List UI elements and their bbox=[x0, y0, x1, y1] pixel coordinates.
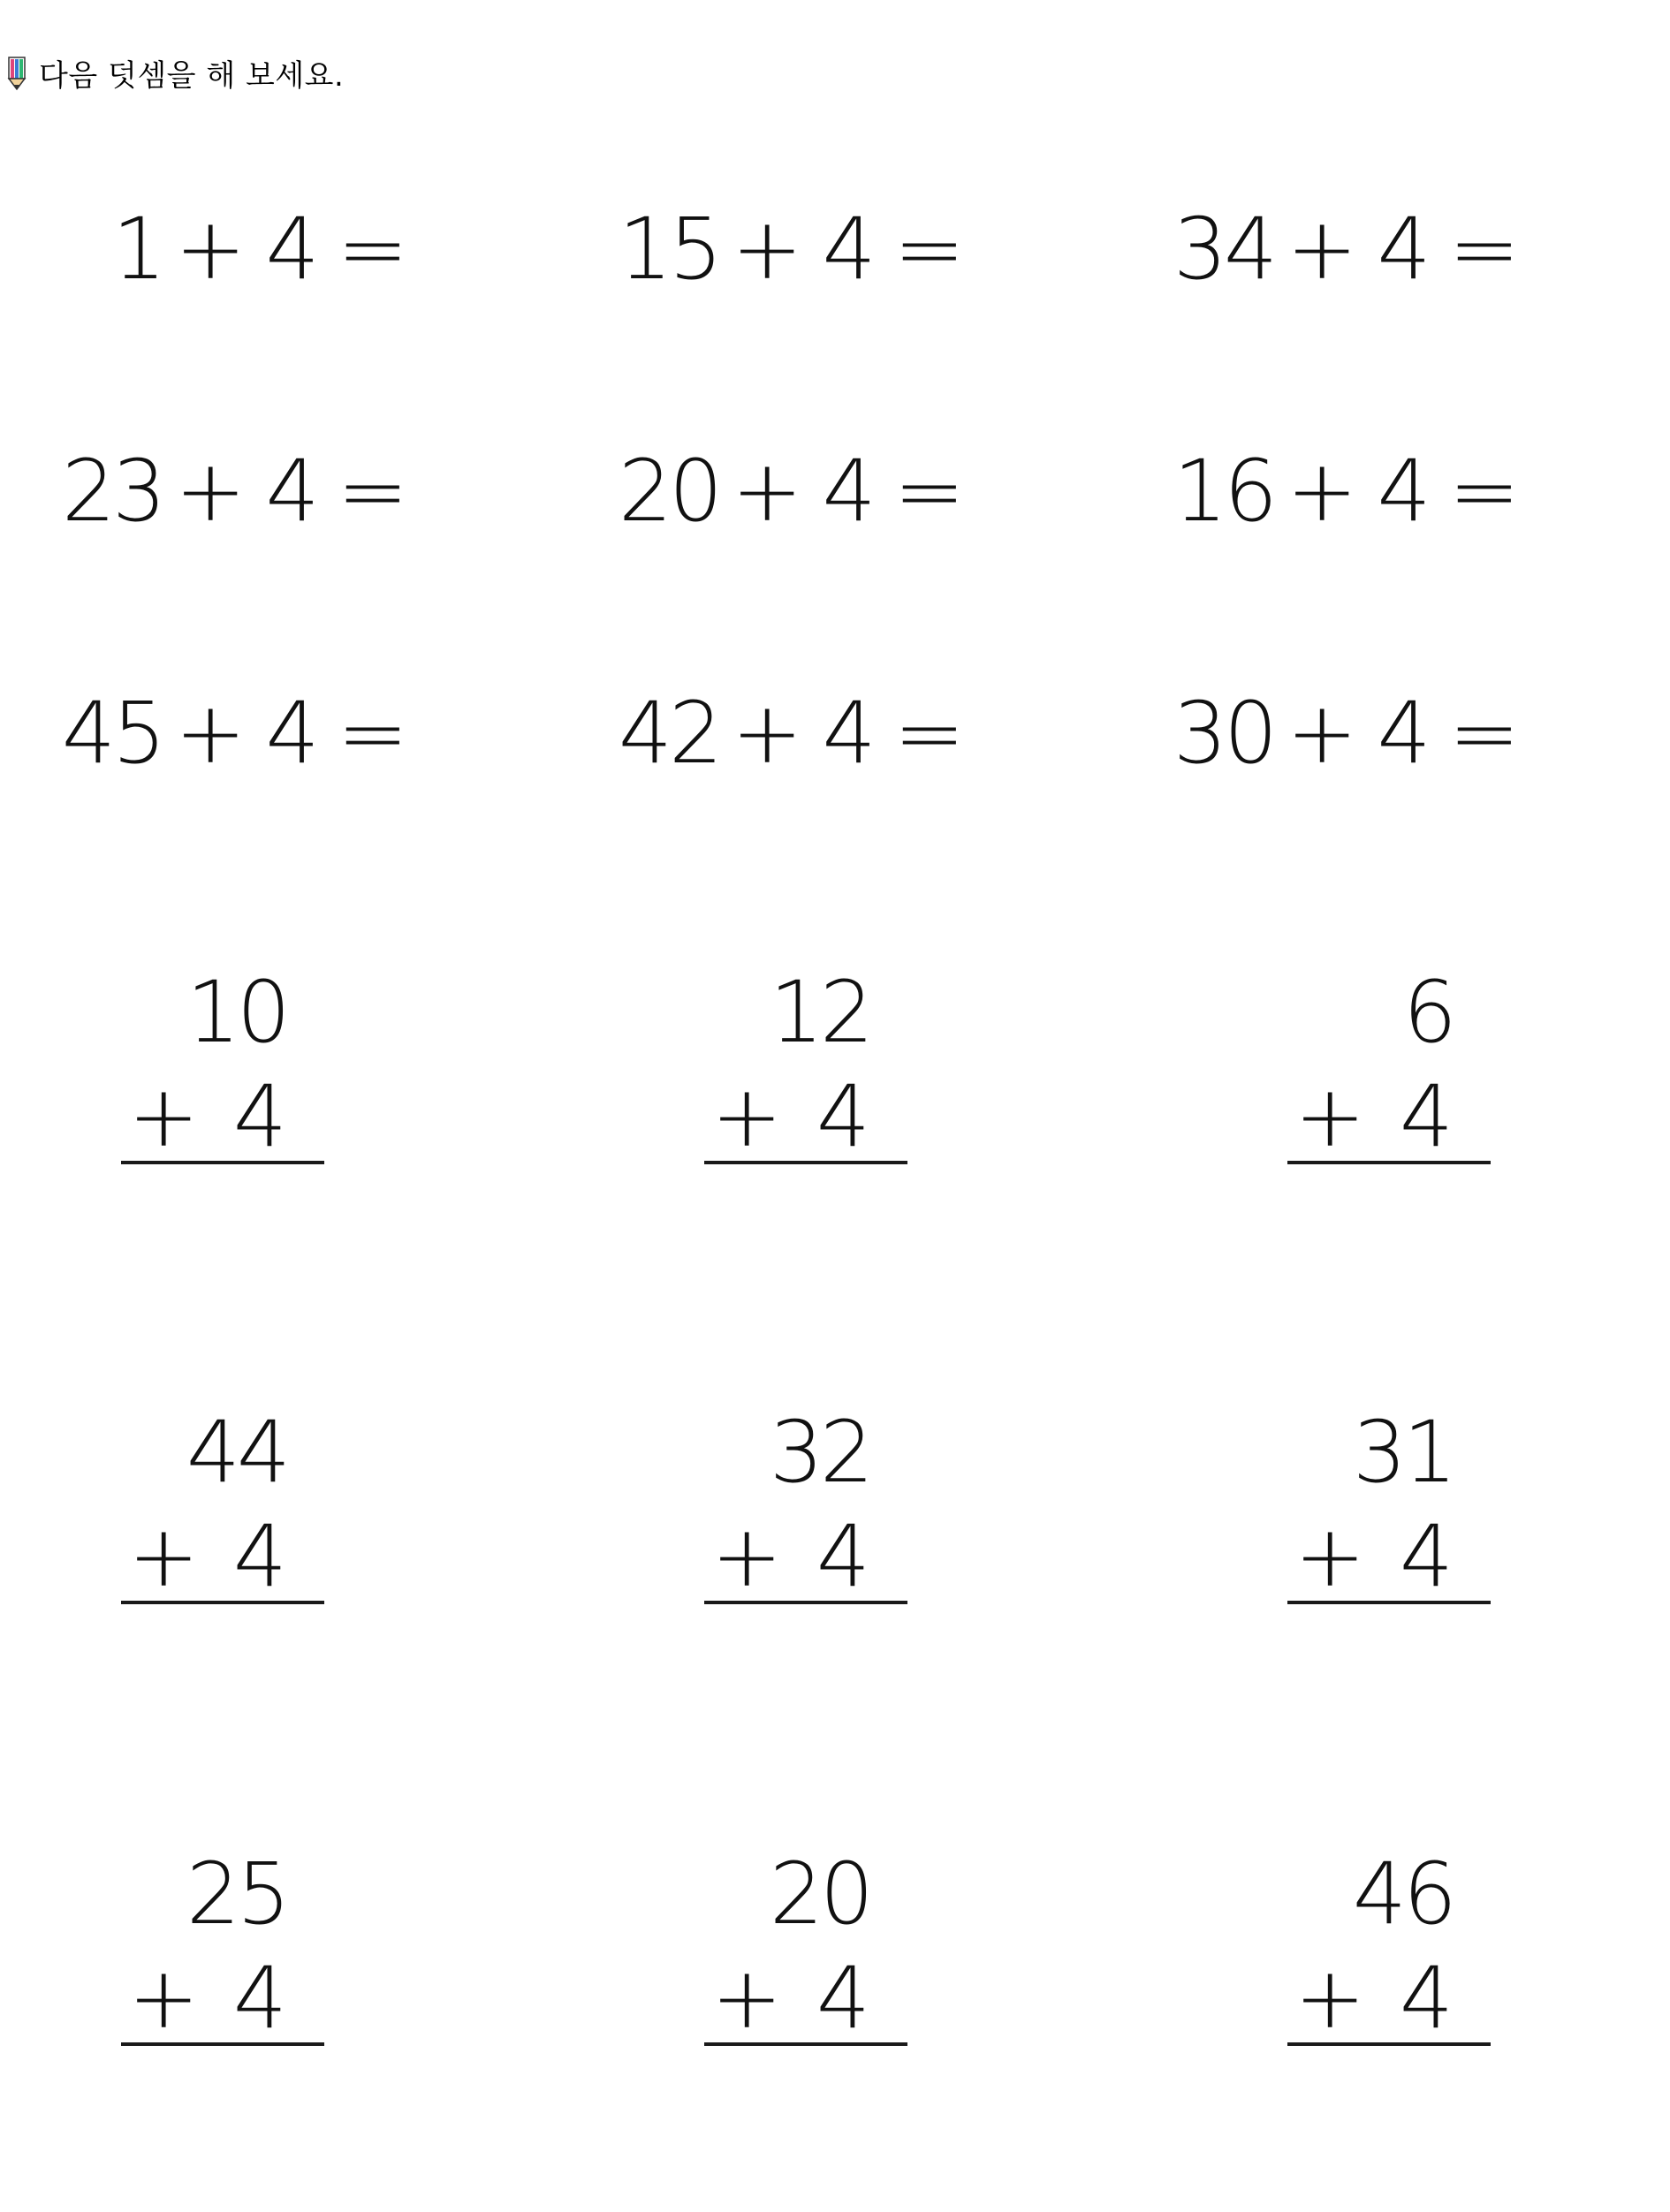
equals-sign: = bbox=[1448, 442, 1520, 541]
addend: 4 bbox=[1399, 1067, 1454, 1166]
top-number: 25 bbox=[186, 1845, 287, 1943]
answer-line bbox=[1287, 2042, 1491, 2046]
addend: 4 bbox=[232, 1949, 287, 2048]
answer-line bbox=[704, 2042, 907, 2046]
plus-sign: + bbox=[175, 200, 247, 299]
top-number: 12 bbox=[769, 963, 870, 1062]
horizontal-problem bbox=[37, 200, 408, 299]
equals-sign: = bbox=[893, 442, 965, 541]
plus-sign: + bbox=[711, 1507, 783, 1606]
plus-sign: + bbox=[711, 1067, 783, 1166]
worksheet-header bbox=[7, 51, 344, 95]
top-number: 44 bbox=[186, 1403, 287, 1502]
pencil-icon bbox=[7, 56, 27, 91]
answer-line bbox=[121, 1601, 324, 1604]
augend: 45 bbox=[61, 684, 163, 783]
augend: 15 bbox=[618, 200, 720, 299]
vertical-problem bbox=[704, 1845, 907, 2081]
answer-line bbox=[704, 1161, 907, 1164]
augend: 20 bbox=[618, 442, 720, 541]
answer-line bbox=[1287, 1161, 1491, 1164]
equals-sign: = bbox=[1448, 684, 1520, 783]
augend: 30 bbox=[1173, 684, 1275, 783]
horizontal-problem bbox=[1149, 442, 1520, 541]
augend: 16 bbox=[1173, 442, 1275, 541]
horizontal-problem bbox=[37, 684, 408, 783]
addend: 4 bbox=[822, 442, 877, 541]
addend: 4 bbox=[265, 684, 320, 783]
addend: 4 bbox=[1377, 684, 1431, 783]
equals-sign: = bbox=[337, 684, 408, 783]
plus-sign: + bbox=[1294, 1067, 1366, 1166]
vertical-problem bbox=[704, 963, 907, 1200]
answer-line bbox=[704, 1601, 907, 1604]
plus-sign: + bbox=[1294, 1949, 1366, 2048]
horizontal-problem bbox=[594, 200, 965, 299]
addend: 4 bbox=[1399, 1949, 1454, 2048]
answer-line bbox=[121, 1161, 324, 1164]
addend: 4 bbox=[816, 1949, 870, 2048]
equals-sign: = bbox=[1448, 200, 1520, 299]
top-number: 31 bbox=[1352, 1403, 1454, 1502]
horizontal-problem bbox=[1149, 200, 1520, 299]
addend: 4 bbox=[1377, 200, 1431, 299]
plus-sign: + bbox=[1287, 200, 1358, 299]
addend: 4 bbox=[265, 442, 320, 541]
equals-sign: = bbox=[893, 200, 965, 299]
augend: 1 bbox=[111, 200, 163, 299]
plus-sign: + bbox=[128, 1949, 200, 2048]
augend: 34 bbox=[1173, 200, 1275, 299]
vertical-problem bbox=[1287, 1845, 1491, 2081]
top-number: 46 bbox=[1352, 1845, 1454, 1943]
top-number: 6 bbox=[1402, 963, 1454, 1062]
plus-sign: + bbox=[1287, 684, 1358, 783]
top-number: 10 bbox=[186, 963, 287, 1062]
equals-sign: = bbox=[337, 200, 408, 299]
addend: 4 bbox=[232, 1507, 287, 1606]
augend: 42 bbox=[618, 684, 720, 783]
vertical-problem bbox=[121, 1403, 324, 1640]
plus-sign: + bbox=[175, 442, 247, 541]
addend: 4 bbox=[822, 200, 877, 299]
answer-line bbox=[1287, 1601, 1491, 1604]
equals-sign: = bbox=[337, 442, 408, 541]
plus-sign: + bbox=[1287, 442, 1358, 541]
plus-sign: + bbox=[732, 684, 803, 783]
addend: 4 bbox=[816, 1507, 870, 1606]
vertical-problem bbox=[1287, 1403, 1491, 1640]
instruction-text: 다음 덧셈을 해 보세요. bbox=[39, 58, 345, 94]
plus-sign: + bbox=[128, 1507, 200, 1606]
addend: 4 bbox=[232, 1067, 287, 1166]
horizontal-problem bbox=[37, 442, 408, 541]
plus-sign: + bbox=[1294, 1507, 1366, 1606]
plus-sign: + bbox=[732, 442, 803, 541]
plus-sign: + bbox=[732, 200, 803, 299]
equals-sign: = bbox=[893, 684, 965, 783]
vertical-problem bbox=[121, 963, 324, 1200]
plus-sign: + bbox=[175, 684, 247, 783]
horizontal-problem bbox=[594, 442, 965, 541]
plus-sign: + bbox=[128, 1067, 200, 1166]
addend: 4 bbox=[1377, 442, 1431, 541]
addend: 4 bbox=[816, 1067, 870, 1166]
vertical-problem bbox=[704, 1403, 907, 1640]
augend: 23 bbox=[61, 442, 163, 541]
top-number: 20 bbox=[769, 1845, 870, 1943]
addend: 4 bbox=[822, 684, 877, 783]
vertical-problem bbox=[1287, 963, 1491, 1200]
plus-sign: + bbox=[711, 1949, 783, 2048]
vertical-problem bbox=[121, 1845, 324, 2081]
addend: 4 bbox=[265, 200, 320, 299]
answer-line bbox=[121, 2042, 324, 2046]
addend: 4 bbox=[1399, 1507, 1454, 1606]
top-number: 32 bbox=[769, 1403, 870, 1502]
horizontal-problem bbox=[1149, 684, 1520, 783]
horizontal-problem bbox=[594, 684, 965, 783]
